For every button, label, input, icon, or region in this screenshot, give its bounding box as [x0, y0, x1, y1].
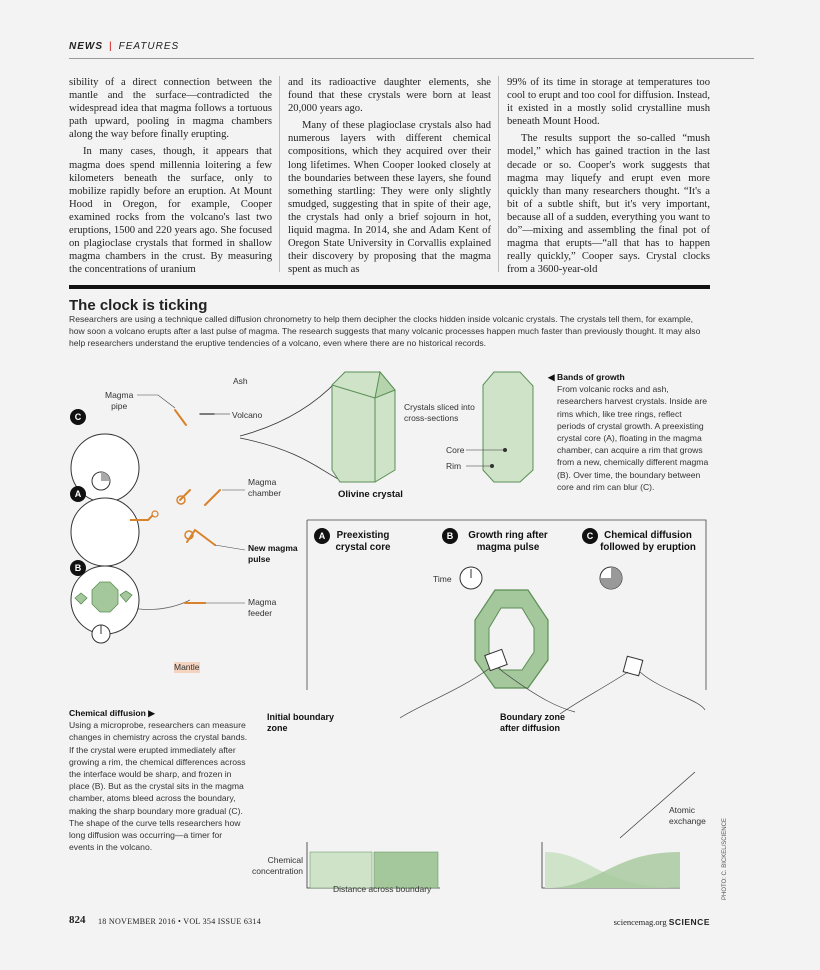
bands-body: From volcanic rocks and ash, researchers harvest crystals. Inside are rims which, like tree rings, reflect periods of crystal growth. A preexisting crystal core (A), floating in the magma chamber, can acquire a rim that grows from a new, chemically different magma (B). Over time, the boundary between core and rim can blur (C). [557, 384, 709, 492]
infographic-title: The clock is ticking [69, 297, 208, 314]
label-chemical-concentration: Chemical concentration [252, 855, 304, 876]
photo-credit: PHOTO: C. BICKEL/SCIENCE [722, 818, 728, 900]
badge-a: A [70, 486, 86, 502]
label-rim: Rim [446, 461, 462, 471]
site-url: sciencemag.org [613, 917, 667, 927]
volcano-pointer-line [240, 372, 345, 436]
bands-of-growth-note [548, 371, 710, 493]
paragraph: In many cases, though, it appears that magma does spend millennia loitering a few kilometers beneath the surface, only to mobilize rapidly before an eruption. At Mount Hood in Oregon, for example, Cooper examined rocks from the volcano's last two eruptions, 1500 and 220 years ago. She focused on plagioclase crystals that formed in shallow magma chambers in the crust. By measuring the concentrations of uranium [69, 146, 272, 276]
label-new-magma-pulse: New magma pulse [248, 543, 298, 564]
label-atomic-exchange: Atomic exchange [669, 805, 706, 826]
zoom-circle-a [71, 498, 139, 566]
paragraph: and its radioactive daughter elements, she found that these crystals were born at least 20,000 years ago. [288, 77, 491, 115]
label-volcano: Volcano [232, 410, 263, 420]
label-distance: Distance across boundary [333, 884, 432, 894]
subsection-name: FEATURES [118, 41, 180, 52]
panel-badge-c: C [582, 528, 598, 544]
panel-title-b: Growth ring after magma pulse [468, 530, 548, 553]
label-olivine-crystal: Olivine crystal [338, 489, 403, 500]
label-magma-chamber: Magma chamber [248, 477, 282, 498]
label-crystals-sliced: Crystals sliced into cross-sections [404, 402, 475, 423]
badge-b: B [70, 560, 86, 576]
panel-badge-b: B [442, 528, 458, 544]
label-ash: Ash [233, 376, 248, 386]
time-clock-icon [460, 567, 622, 589]
label-mantle: Mantle [174, 662, 200, 672]
olivine-crystal [332, 372, 395, 482]
bands-heading: ◀ Bands of growth [548, 372, 625, 382]
paragraph: The results support the so-called “mush model,” which has gained traction in the last decade or so. Cooper's work suggests that magma may liquefy and erupt even more quickly than many researchers thought. “It's a bit of a subtle shift, but it's very important, because all of a sudden, everything you want to do”—mixing and assembling the final pot of magma that erupts—“all that has to happen really quickly,” Cooper says. Crystal clocks from a 3600-year-old [507, 133, 710, 276]
chemical-body: Using a microprobe, researchers can measure changes in chemistry across the crystal bands. If the crystal were erupted immediately after growing a rim, the chemical differences across the interface would be sharp, and frozen in place (B). But as the crystal sits in the magma chamber, atoms bleed across the boundary, making the sharp boundary more gradual (C). The shape of the curve tells researchers how long diffusion was occurring—a timer for events in the volcano. [69, 720, 248, 853]
panel-title-c: Chemical diffusion followed by eruption [600, 530, 696, 553]
paragraph: sibility of a direct connection between the mantle and the surface—contradicted the widespread idea that magma follows a tortuous path upward, pooling in magma chambers along the way before finally erupting. [69, 77, 272, 141]
head-separator: | [109, 41, 113, 52]
label-initial-boundary: Initial boundary zone [267, 712, 335, 733]
page-number: 824 [69, 914, 86, 926]
crystal-in-chamber [92, 582, 118, 612]
issue-info: 18 NOVEMBER 2016 • VOL 354 ISSUE 6314 [98, 917, 262, 926]
label-boundary-after: Boundary zone after diffusion [500, 712, 566, 733]
label-time: Time [433, 574, 452, 584]
site-credit [614, 917, 710, 927]
section-name: NEWS [69, 41, 103, 52]
panel-badge-a: A [314, 528, 330, 544]
infographic-intro: Researchers are using a technique called diffusion chronometry to help them decipher the clocks hidden inside volcanic crystals. The crystals tell them, for example, how soon a volcano erupts after a last pulse of magma. The research suggests that many volcanic processes happen much faster than previously thought. It may also help researchers understand the eruptive tendencies of a volcano, even where there are no historical records. [69, 314, 701, 349]
panel-title-a: Preexisting crystal core [335, 530, 391, 553]
journal-name: SCIENCE [668, 917, 710, 927]
label-magma-feeder: Magma feeder [248, 597, 277, 618]
paragraph: 99% of its time in storage at temperatures too cool to erupt and too cool for diffusion. Instead, it existed in a mostly solid crystalline mush beneath Mount Hood. [507, 77, 710, 128]
initial-boundary-graph [307, 842, 440, 888]
magma-pipe-line [175, 410, 186, 425]
label-magma-pipe: Magma pipe [105, 390, 134, 411]
chemical-diffusion-note [69, 707, 249, 853]
after-diffusion-graph [542, 842, 680, 888]
label-core: Core [446, 445, 465, 455]
badge-c: C [70, 409, 86, 425]
chemical-heading: Chemical diffusion ▶ [69, 708, 155, 718]
paragraph: Many of these plagioclase crystals also had numerous layers with different chemical compositions, which they acquired over their long lifetimes. When Cooper looked closely at the boundaries between these layers, she found something startling: They were only slightly smudged, suggesting that in spite of their age, the crystals had only a brief sojourn in hot, liquid magma. In 2014, she and Adam Kent of Oregon State University in Corvallis explained their discovery by proposing that the magma spent as much as [288, 120, 491, 276]
magma-chamber-line [205, 490, 220, 505]
